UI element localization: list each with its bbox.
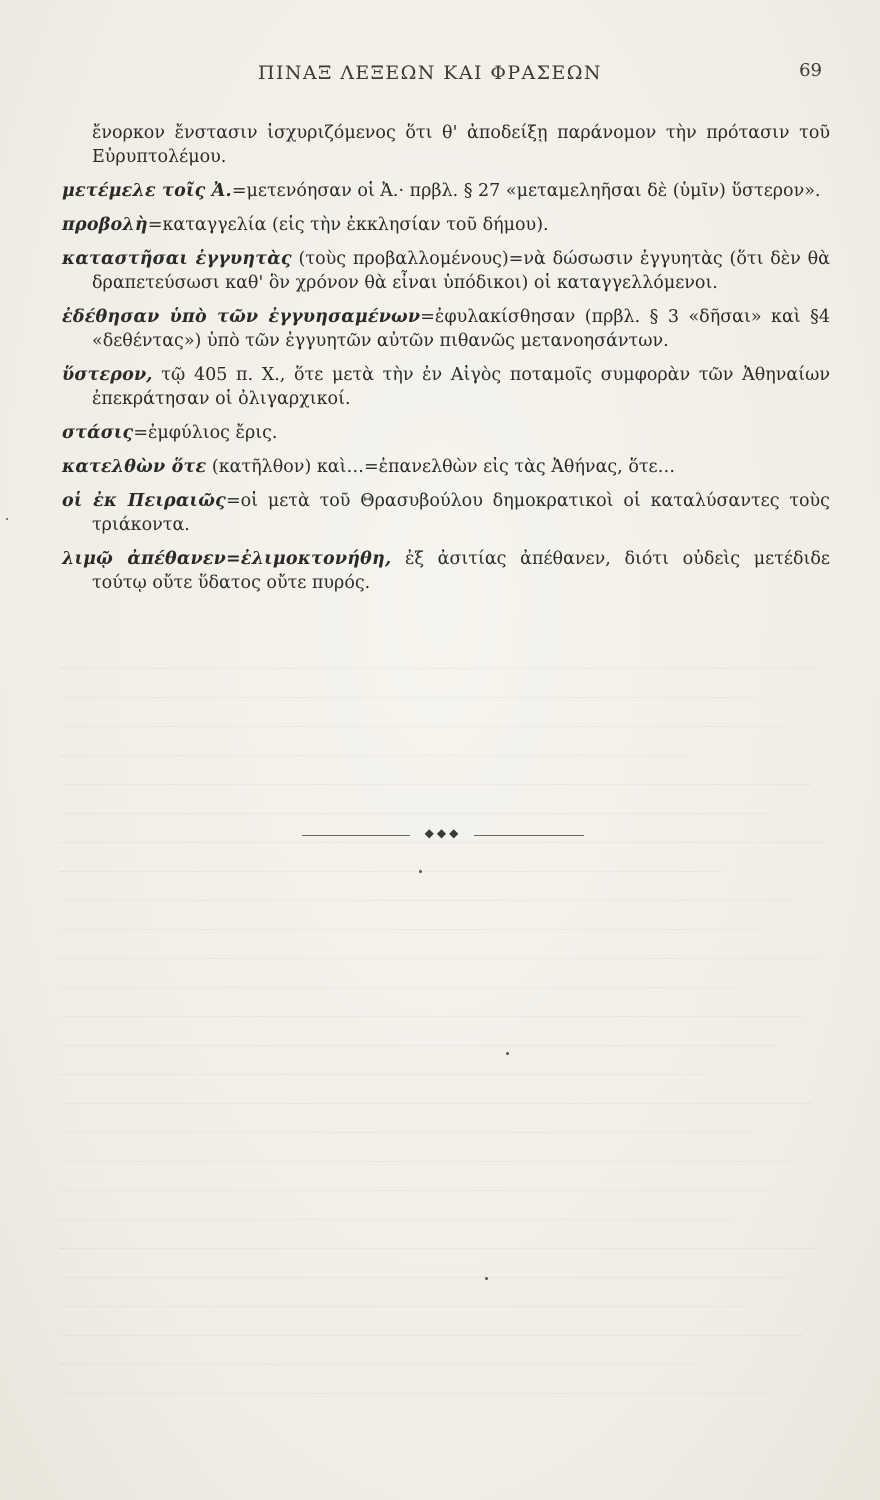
entry-lemma: λιμῷ ἀπέθανεν=ἐλιμοκτονήθη, [62,549,392,569]
paper-speck [6,518,8,520]
glossary-entry [62,179,830,203]
entry-lemma: κατελθὼν ὅτε [62,457,207,477]
entry-lemma: καταστῆσαι ἐγγυητὰς [62,249,292,269]
paper-speck [506,1052,509,1055]
entry-text: =ἐφυλακίσθησαν (πρβλ. § 3 «δῆσαι» καὶ §4 «δεθέντας») ὑπὸ τῶν ἐγγυητῶν αὐτῶν πιθανῶς μετανοησάντων. [92,307,830,351]
ornament-diamonds: ◆◆◆ [424,826,462,840]
page-number: 69 [799,60,822,81]
paper-speck [485,1277,488,1280]
entry-lemma: στάσις [62,423,134,443]
entry-lemma: οἱ ἐκ Πειραιῶς [62,491,226,511]
bleed-through-texture [60,640,850,1394]
running-head: ΠΙΝΑΞ ΛΕΞΕΩΝ ΚΑΙ ΦΡΑΣΕΩΝ [258,62,602,84]
paper-speck [419,870,422,873]
entry-text: =οἱ μετὰ τοῦ Θρασυβούλου δημοκρατικοὶ οἱ καταλύσαντες τοὺς τριάκοντα. [92,491,830,535]
glossary-entry [62,421,830,445]
entry-text: (τοὺς προβαλλομένους)=νὰ δώσωσιν ἐγγυητὰς (ὅτι δὲν θὰ δραπετεύσωσι καθ' ὃν χρόνον θὰ εἶναι ὑπόδικοι) οἱ καταγγελλόμενοι. [92,249,830,293]
glossary-entry [62,213,830,237]
glossary-entries [62,121,830,605]
entry-text: =καταγγελία (εἰς τὴν ἐκκλησίαν τοῦ δήμου). [147,215,549,235]
entry-lemma: ὕστερον, [62,365,153,385]
entry-text: =ἐμφύλιος ἔρις. [133,423,278,443]
glossary-entry [62,489,830,537]
entry-text: τῷ 405 π. Χ., ὅτε μετὰ τὴν ἐν Αἰγὸς ποταμοῖς συμφορὰν τῶν Ἀθηναίων ἐπεκράτησαν οἱ ὀλιγαρχικοί. [92,365,830,409]
glossary-entry-continuation [62,121,830,169]
entry-text: =μετενόησαν οἱ Ἀ.· πρβλ. § 27 «μεταμεληῆσαι δὲ (ὑμῖν) ὕστερον». [231,181,821,201]
entry-lemma: μετέμελε τοῖς Ἀ. [62,181,232,201]
glossary-entry [62,247,830,295]
glossary-entry [62,305,830,353]
glossary-entry [62,547,830,595]
entry-text: ἔνορκον ἔνστασιν ἰσχυριζόμενος ὅτι θ' ἀποδείξῃ παράνομον τὴν πρότασιν τοῦ Εὐρυπτολέμου. [92,123,830,167]
entry-text: ἐξ ἀσιτίας ἀπέθανεν, διότι οὐδεὶς μετέδιδε τούτῳ οὔτε ὕδατος οὔτε πυρός. [92,549,830,593]
glossary-entry [62,455,830,479]
entry-text: (κατῆλθον) καὶ…=ἐπανελθὼν εἰς τὰς Ἀθήνας, ὅτε… [206,457,676,477]
entry-lemma: ἐδέθησαν ὑπὸ τῶν ἐγγυησαμένων [62,307,421,327]
entry-lemma: προβολὴ [62,215,148,235]
glossary-entry [62,363,830,411]
